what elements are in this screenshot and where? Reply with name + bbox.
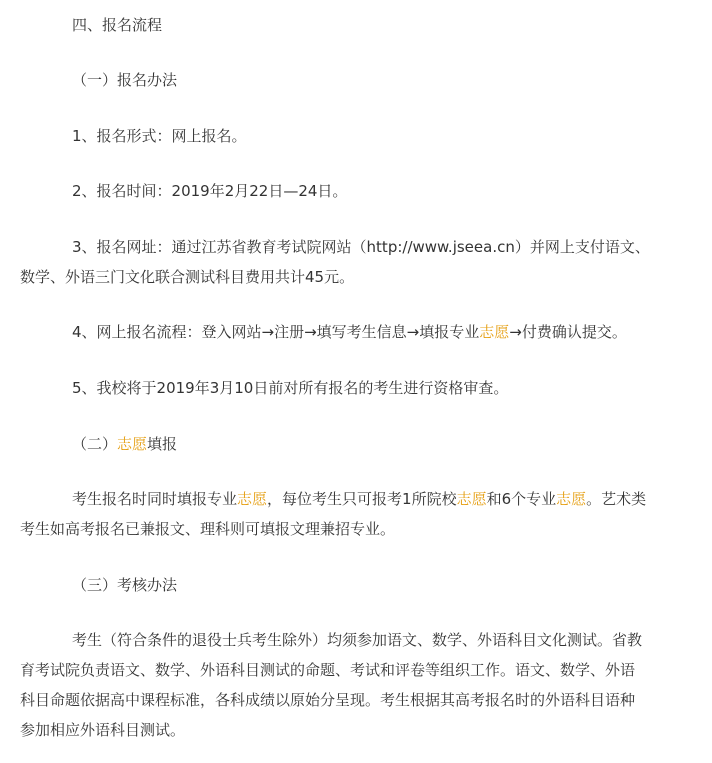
p1-text-b: ，每位考生只可报考1所院校 bbox=[267, 490, 457, 508]
sub3-paragraph-line2: 育考试院负责语文、数学、外语科目测试的命题、考试和评卷等组织工作。语文、数学、外语 bbox=[20, 661, 636, 679]
sub3-paragraph-line3: 科目命题依据高中课程标准，各科成绩以原始分呈现。考生根据其高考报名时的外语科目语种 bbox=[20, 691, 636, 709]
p1-text-a: 考生报名时同时填报专业 bbox=[72, 490, 238, 508]
p1-zhiyuan-link-2[interactable]: 志愿 bbox=[456, 490, 487, 508]
p1-text-c: 和6个专业 bbox=[486, 490, 557, 508]
item4-text-pre: 4、网上报名流程：登入网站→注册→填写考生信息→填报专业 bbox=[72, 323, 480, 341]
sub2-paragraph-line2: 考生如高考报名已兼报文、理科则可填报文理兼招专业。 bbox=[20, 520, 396, 538]
item4-zhiyuan-link[interactable]: 志愿 bbox=[479, 323, 510, 341]
p1-zhiyuan-link-1[interactable]: 志愿 bbox=[237, 490, 268, 508]
sub2-paragraph-line1 bbox=[0, 489, 712, 509]
sub1-title: （一）报名办法 bbox=[72, 71, 178, 89]
sub1-item5: 5、我校将于2019年3月10日前对所有报名的考生进行资格审查。 bbox=[72, 379, 509, 397]
sub1-item3-line2: 数学、外语三门文化联合测试科目费用共计45元。 bbox=[20, 268, 355, 286]
sub1-item4 bbox=[0, 322, 712, 342]
sub1-item2: 2、报名时间：2019年2月22日—24日。 bbox=[72, 182, 348, 200]
sub3-paragraph-line1: 考生（符合条件的退役士兵考生除外）均须参加语文、数学、外语科目文化测试。省教 bbox=[72, 631, 643, 649]
p1-zhiyuan-link-3[interactable]: 志愿 bbox=[556, 490, 587, 508]
sub2-title-pre: （二） bbox=[72, 435, 118, 453]
p1-text-d: 。艺术类 bbox=[586, 490, 647, 508]
item4-text-post: →付费确认提交。 bbox=[509, 323, 627, 341]
sub2-title-zhiyuan-link[interactable]: 志愿 bbox=[117, 435, 148, 453]
sub3-title: （三）考核办法 bbox=[72, 576, 178, 594]
section-title: 四、报名流程 bbox=[72, 16, 163, 34]
sub3-paragraph-line4: 参加相应外语科目测试。 bbox=[20, 721, 186, 739]
sub1-item1: 1、报名形式：网上报名。 bbox=[72, 127, 247, 145]
sub2-title bbox=[0, 434, 712, 454]
sub1-item3-line1: 3、报名网址：通过江苏省教育考试院网站（http://www.jseea.cn）并网上支付语文、 bbox=[72, 238, 650, 256]
sub2-title-post: 填报 bbox=[147, 435, 178, 453]
